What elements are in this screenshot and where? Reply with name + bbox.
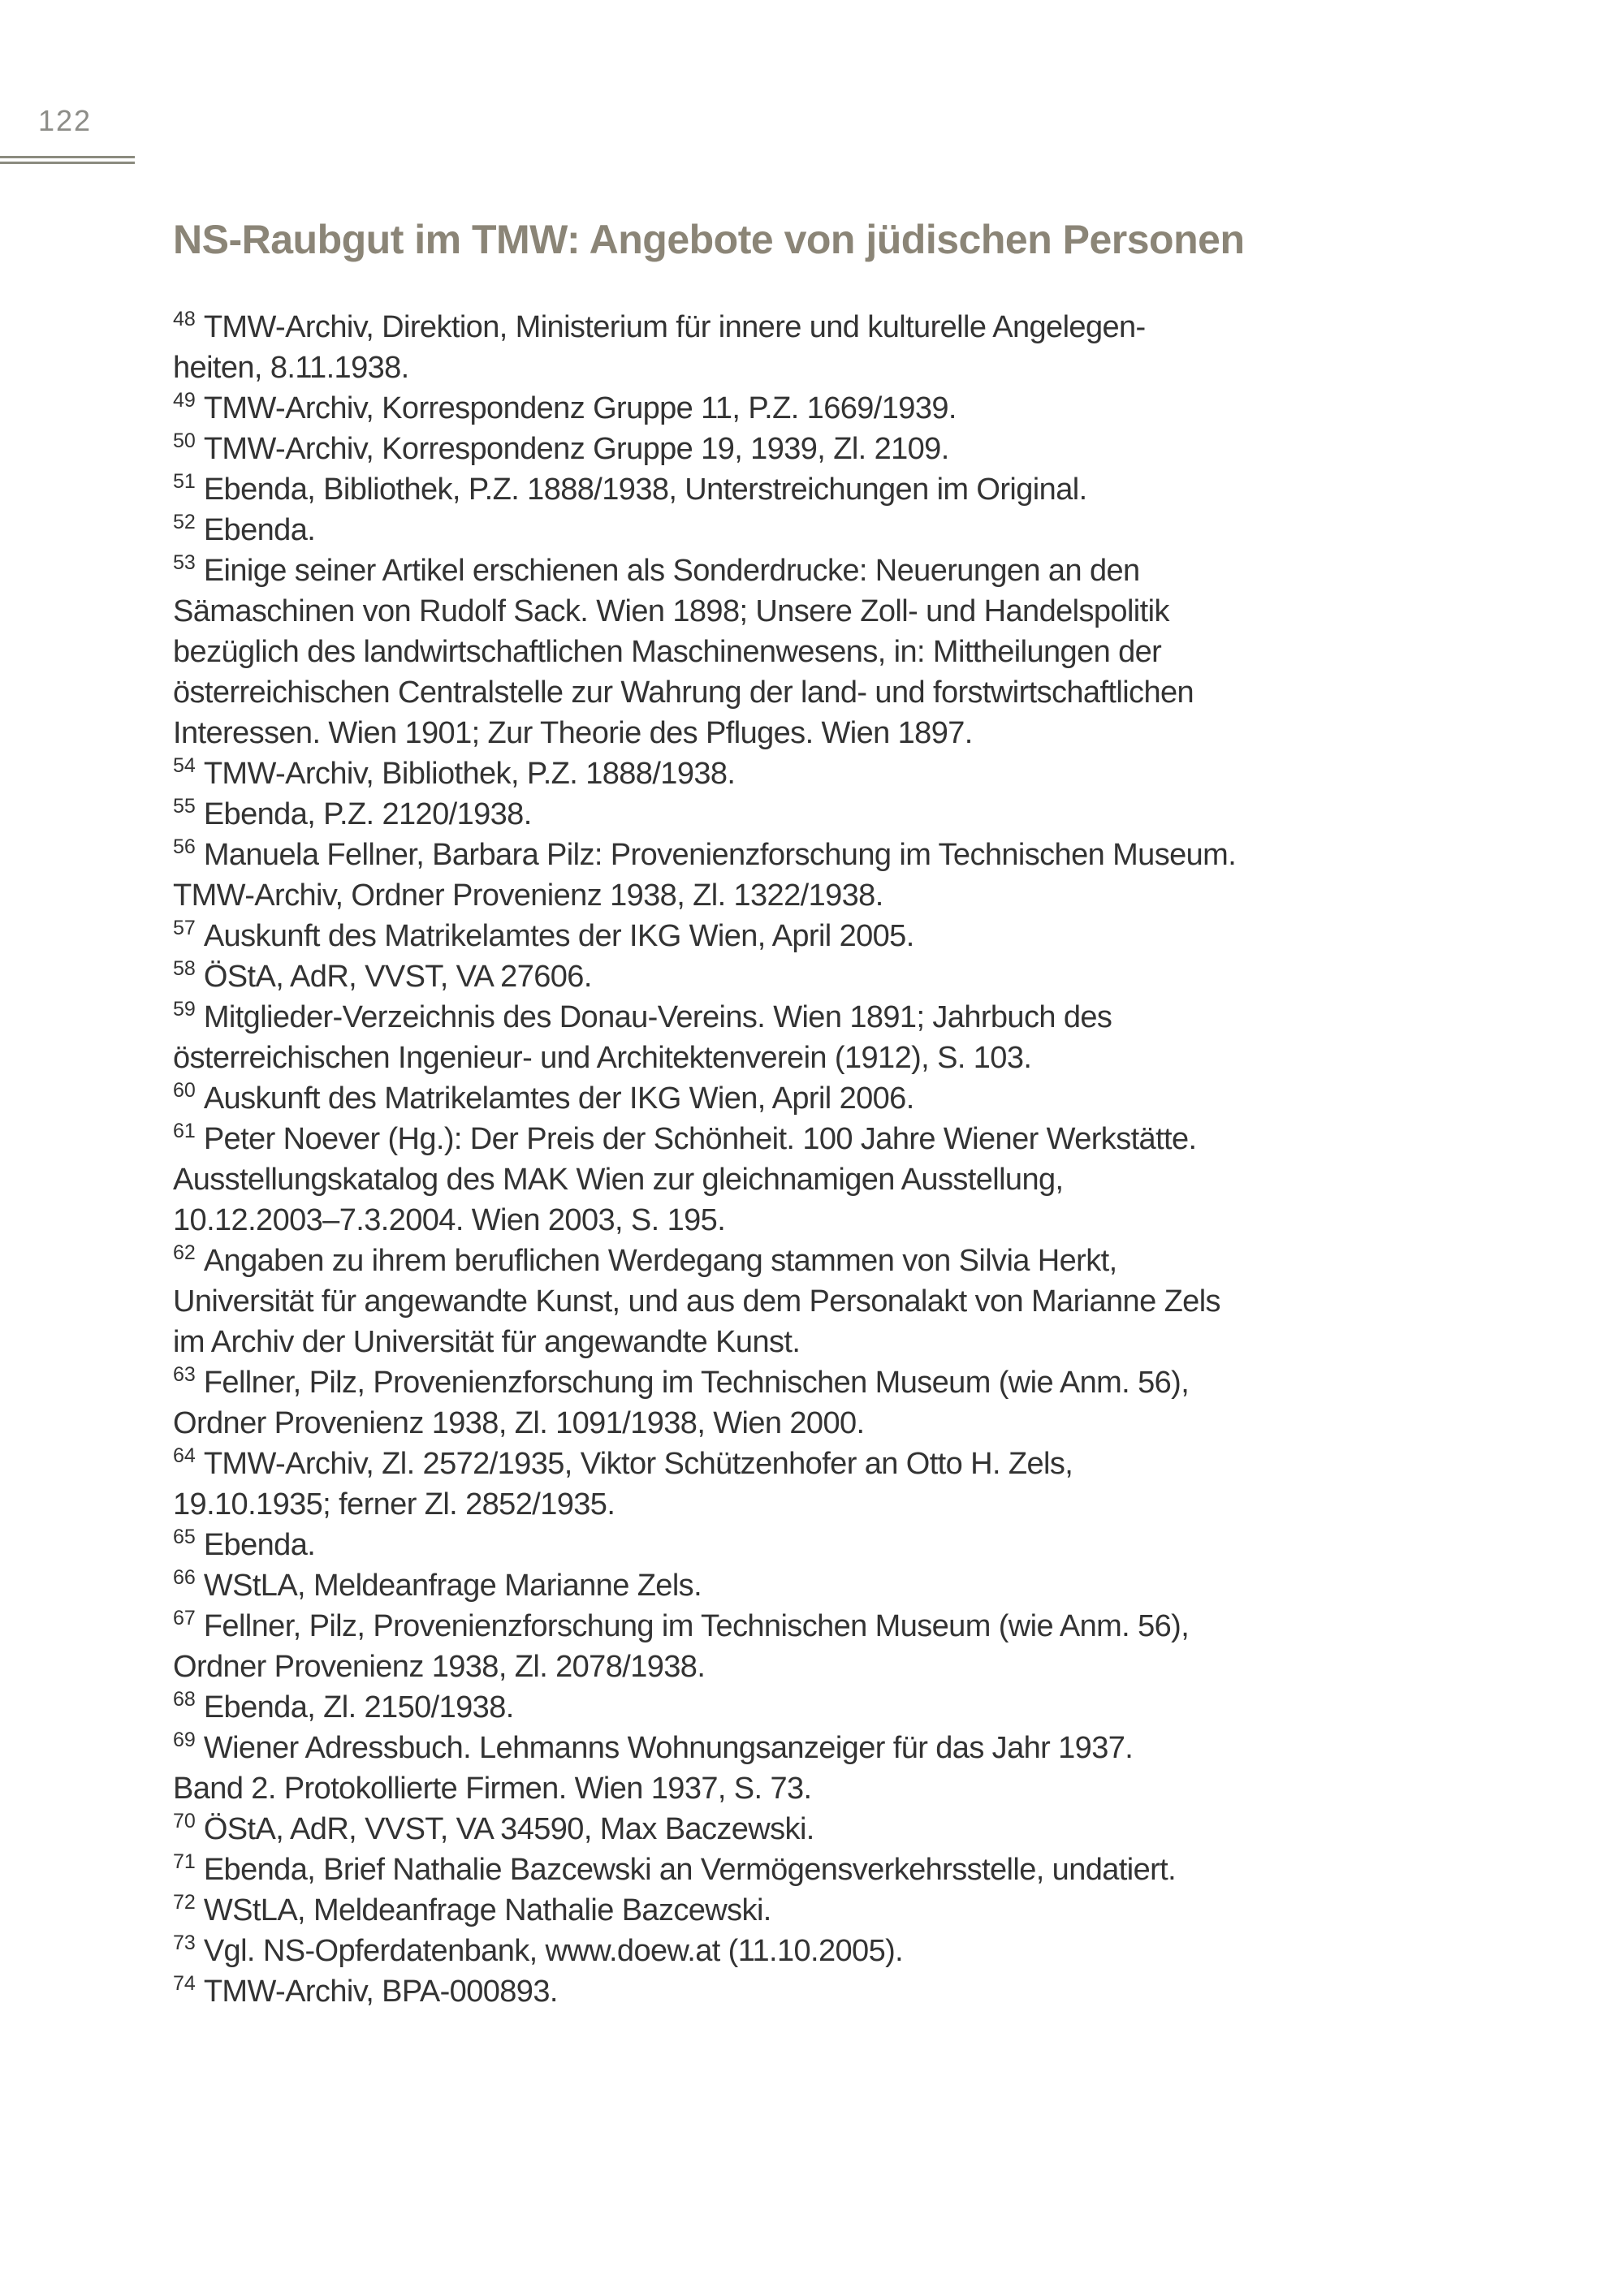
- footnote-marker: 73: [173, 1932, 196, 1954]
- footnote-marker: 52: [173, 511, 196, 533]
- footnote-line: $^{50}$ TMW-Archiv, Korrespondenz Gruppe 19, 1939, Zl. 2109.: [173, 429, 949, 466]
- footnote-item: [173, 1809, 1310, 1850]
- footnote-line: $^{49}$ TMW-Archiv, Korrespondenz Gruppe 11, P.Z. 1669/1939.: [173, 389, 957, 425]
- footnote-item: [173, 307, 1310, 388]
- footnote-marker: 51: [173, 470, 196, 493]
- footnote-line: $^{66}$ WStLA, Meldeanfrage Marianne Zels.: [173, 1566, 702, 1603]
- footnote-item: [173, 1687, 1310, 1728]
- footnote-item: [173, 753, 1310, 794]
- footnote-marker: 58: [173, 957, 196, 980]
- footnote-line: Interessen. Wien 1901; Zur Theorie des Pfluges. Wien 1897.: [173, 716, 973, 750]
- footnote-line: $^{63}$ Fellner, Pilz, Provenienzforschung im Technischen Museum (wie Anm. 56),: [173, 1363, 1190, 1400]
- footnote-item: [173, 1931, 1310, 1971]
- footnote-line: $^{64}$ TMW-Archiv, Zl. 2572/1935, Viktor Schützenhofer an Otto H. Zels,: [173, 1444, 1073, 1481]
- footnote-line: $^{69}$ Wiener Adressbuch. Lehmanns Wohnungsanzeiger für das Jahr 1937.: [173, 1729, 1134, 1765]
- footnote-line: Ordner Provenienz 1938, Zl. 1091/1938, Wien 2000.: [173, 1406, 865, 1440]
- footnote-item: [173, 1565, 1310, 1606]
- footnote-item: [173, 469, 1310, 510]
- footnote-line: $^{57}$ Auskunft des Matrikelamtes der IKG Wien, April 2005.: [173, 917, 914, 953]
- footnote-marker: 71: [173, 1850, 196, 1873]
- footnote-marker: 68: [173, 1688, 196, 1711]
- footnote-line: $^{52}$ Ebenda.: [173, 511, 316, 547]
- footnote-line: $^{65}$ Ebenda.: [173, 1526, 316, 1562]
- footnote-line: im Archiv der Universität für angewandte Kunst.: [173, 1325, 801, 1359]
- footnote-line: bezüglich des landwirtschaftlichen Maschinenwesens, in: Mittheilungen der: [173, 635, 1162, 669]
- footnote-line: österreichischen Centralstelle zur Wahrung der land- und forstwirtschaftlichen: [173, 676, 1194, 710]
- footnote-line: österreichischen Ingenieur- und Architektenverein (1912), S. 103.: [173, 1041, 1032, 1075]
- footnote-line: $^{60}$ Auskunft des Matrikelamtes der IKG Wien, April 2006.: [173, 1079, 914, 1116]
- footnote-line: $^{59}$ Mitglieder-Verzeichnis des Donau-Vereins. Wien 1891; Jahrbuch des: [173, 998, 1112, 1034]
- footnote-line: Universität für angewandte Kunst, und aus dem Personalakt von Marianne Zels: [173, 1284, 1220, 1319]
- footnote-marker: 50: [173, 429, 196, 452]
- footnote-item: [173, 997, 1310, 1078]
- footnote-marker: 72: [173, 1891, 196, 1914]
- footnote-marker: 53: [173, 551, 196, 574]
- footnote-line: $^{48}$ TMW-Archiv, Direktion, Ministerium für innere und kulturelle Angelegen-: [173, 308, 1146, 344]
- footnote-item: [173, 794, 1310, 835]
- footnote-item: [173, 916, 1310, 956]
- footnote-item: [173, 1078, 1310, 1119]
- page-number: 122: [38, 104, 93, 137]
- footnote-marker: 65: [173, 1526, 196, 1548]
- footnote-marker: 69: [173, 1729, 196, 1751]
- footnote-marker: 54: [173, 754, 196, 777]
- footnote-marker: 62: [173, 1241, 196, 1264]
- footnote-item: [173, 1119, 1310, 1241]
- footnote-line: $^{51}$ Ebenda, Bibliothek, P.Z. 1888/1938, Unterstreichungen im Original.: [173, 470, 1087, 507]
- footnote-marker: 61: [173, 1120, 196, 1142]
- footnote-line: $^{72}$ WStLA, Meldeanfrage Nathalie Bazcewski.: [173, 1891, 771, 1927]
- footnote-marker: 57: [173, 917, 196, 939]
- footnote-line: heiten, 8.11.1938.: [173, 351, 409, 385]
- footnote-item: [173, 1890, 1310, 1931]
- footnote-line: $^{56}$ Manuela Fellner, Barbara Pilz: Provenienzforschung im Technischen Museum.: [173, 835, 1237, 872]
- footnote-item: [173, 388, 1310, 429]
- footnotes-list: [173, 307, 1310, 2012]
- footnote-item: [173, 1525, 1310, 1565]
- footnote-marker: 67: [173, 1607, 196, 1629]
- footnote-item: [173, 956, 1310, 997]
- footnote-item: [173, 1850, 1310, 1890]
- footnote-item: [173, 550, 1310, 753]
- footnote-marker: 74: [173, 1972, 196, 1995]
- footnote-marker: 56: [173, 835, 196, 858]
- footnote-marker: 64: [173, 1444, 196, 1467]
- footnote-item: [173, 429, 1310, 469]
- footnote-item: [173, 510, 1310, 550]
- footnote-line: Ordner Provenienz 1938, Zl. 2078/1938.: [173, 1650, 706, 1684]
- footnote-line: $^{67}$ Fellner, Pilz, Provenienzforschung im Technischen Museum (wie Anm. 56),: [173, 1607, 1190, 1643]
- footnote-line: $^{70}$ ÖStA, AdR, VVST, VA 34590, Max Baczewski.: [173, 1810, 814, 1846]
- footnote-marker: 48: [173, 308, 196, 330]
- footnote-item: [173, 1444, 1310, 1525]
- footnote-line: $^{71}$ Ebenda, Brief Nathalie Bazcewski an Vermögensverkehrsstelle, undatiert.: [173, 1850, 1177, 1887]
- footnote-marker: 55: [173, 795, 196, 818]
- footnote-line: $^{73}$ Vgl. NS-Opferdatenbank, www.doew.at (11.10.2005).: [173, 1932, 904, 1968]
- footnote-item: [173, 1606, 1310, 1687]
- footnote-item: [173, 1362, 1310, 1444]
- footnote-line: $^{53}$ Einige seiner Artikel erschienen als Sonderdrucke: Neuerungen an den: [173, 551, 1140, 588]
- footnote-line: 19.10.1935; ferner Zl. 2852/1935.: [173, 1487, 615, 1522]
- header-rule: [0, 156, 135, 164]
- footnote-line: TMW-Archiv, Ordner Provenienz 1938, Zl. 1322/1938.: [173, 878, 883, 913]
- footnote-marker: 70: [173, 1810, 196, 1832]
- footnote-line: Sämaschinen von Rudolf Sack. Wien 1898; Unsere Zoll- und Handelspolitik: [173, 594, 1169, 628]
- footnote-item: [173, 1241, 1310, 1362]
- footnote-marker: 60: [173, 1079, 196, 1102]
- footnote-line: 10.12.2003–7.3.2004. Wien 2003, S. 195.: [173, 1203, 726, 1237]
- footnote-item: [173, 835, 1310, 916]
- footnote-line: $^{74}$ TMW-Archiv, BPA-000893.: [173, 1972, 558, 2009]
- footnote-line: $^{55}$ Ebenda, P.Z. 2120/1938.: [173, 795, 532, 831]
- footnote-marker: 49: [173, 389, 196, 412]
- footnote-line: $^{58}$ ÖStA, AdR, VVST, VA 27606.: [173, 957, 592, 994]
- footnote-marker: 66: [173, 1566, 196, 1589]
- footnote-item: [173, 1971, 1310, 2012]
- footnote-line: $^{61}$ Peter Noever (Hg.): Der Preis der Schönheit. 100 Jahre Wiener Werkstätte.: [173, 1120, 1197, 1156]
- page-title: NS-Raubgut im TMW: Angebote von jüdischen Personen: [173, 217, 1245, 262]
- footnote-marker: 63: [173, 1363, 196, 1386]
- footnote-line: $^{68}$ Ebenda, Zl. 2150/1938.: [173, 1688, 514, 1724]
- footnote-item: [173, 1728, 1310, 1809]
- footnote-line: Ausstellungskatalog des MAK Wien zur gleichnamigen Ausstellung,: [173, 1163, 1064, 1197]
- footnote-line: $^{54}$ TMW-Archiv, Bibliothek, P.Z. 1888/1938.: [173, 754, 736, 791]
- footnote-line: Band 2. Protokollierte Firmen. Wien 1937, S. 73.: [173, 1772, 812, 1806]
- footnote-marker: 59: [173, 998, 196, 1021]
- footnote-line: $^{62}$ Angaben zu ihrem beruflichen Werdegang stammen von Silvia Herkt,: [173, 1241, 1117, 1278]
